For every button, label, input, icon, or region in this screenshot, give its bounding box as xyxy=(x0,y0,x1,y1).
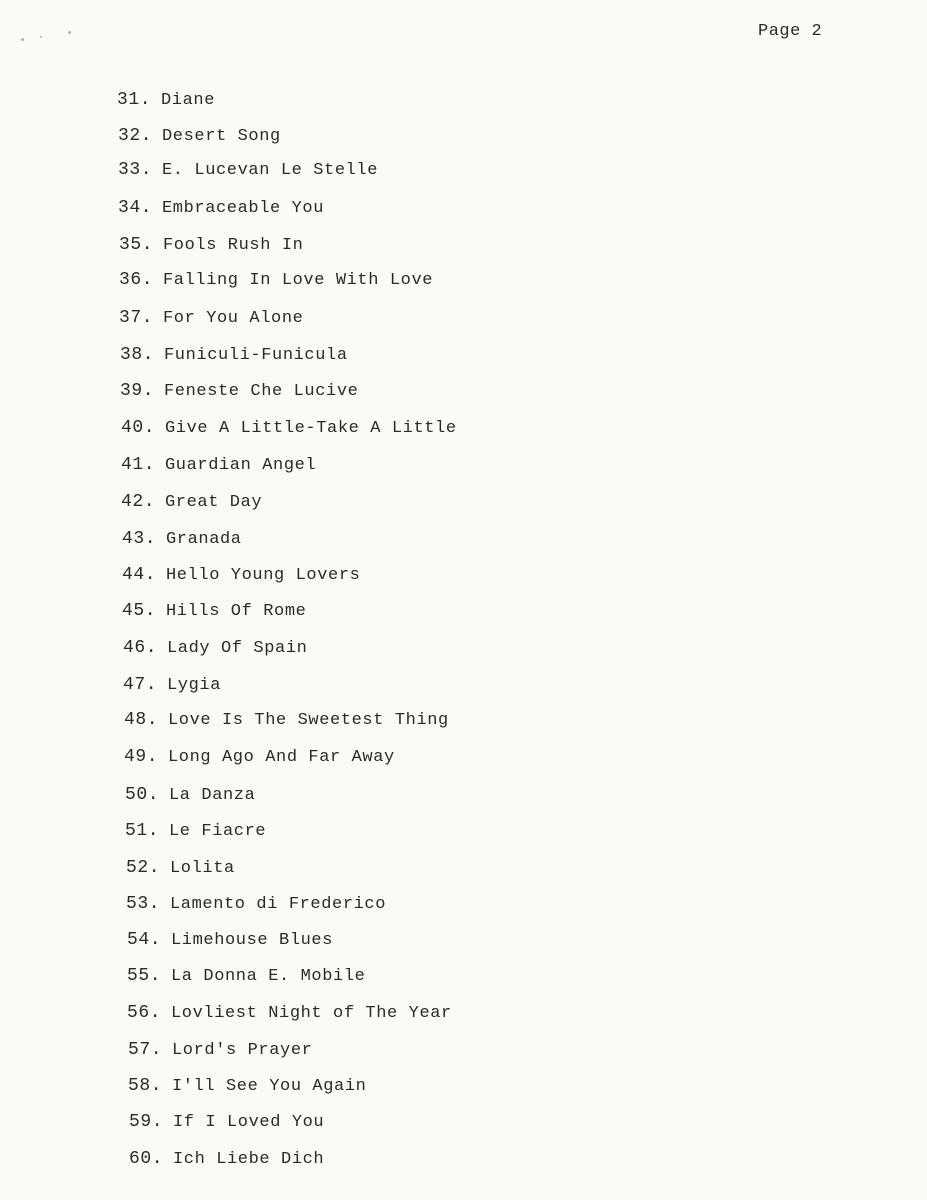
item-number: 52. xyxy=(126,858,161,878)
item-number: 31. xyxy=(117,90,152,110)
list-item xyxy=(128,1076,366,1097)
song-title: Lolita xyxy=(170,859,235,878)
list-item xyxy=(126,858,235,879)
list-item xyxy=(121,455,316,476)
item-number: 42. xyxy=(121,492,156,512)
song-title: Limehouse Blues xyxy=(171,931,334,950)
song-title: Lady Of Spain xyxy=(167,639,308,658)
song-title: I'll See You Again xyxy=(172,1077,367,1096)
list-item xyxy=(122,529,242,550)
item-number: 50. xyxy=(125,785,160,805)
song-title: E. Lucevan Le Stelle xyxy=(162,161,379,180)
song-title: Hello Young Lovers xyxy=(166,566,361,585)
list-item xyxy=(125,821,266,842)
song-title: La Donna E. Mobile xyxy=(171,967,366,986)
item-number: 47. xyxy=(123,675,158,695)
list-item xyxy=(119,308,303,329)
list-item xyxy=(123,675,221,696)
list-item xyxy=(127,1003,452,1024)
item-number: 56. xyxy=(127,1003,162,1023)
item-number: 55. xyxy=(127,966,162,986)
song-title: Diane xyxy=(161,91,216,110)
song-title: Le Fiacre xyxy=(169,822,267,841)
item-number: 53. xyxy=(126,894,161,914)
list-item xyxy=(121,418,457,439)
item-number: 44. xyxy=(122,565,157,585)
song-title: If I Loved You xyxy=(173,1113,325,1132)
item-number: 32. xyxy=(118,126,153,146)
list-item xyxy=(118,198,324,219)
song-title: Lovliest Night of The Year xyxy=(171,1004,452,1023)
list-item xyxy=(122,601,306,622)
item-number: 51. xyxy=(125,821,160,841)
list-item xyxy=(122,565,360,586)
list-item xyxy=(118,126,281,147)
item-number: 40. xyxy=(121,418,156,438)
item-number: 35. xyxy=(119,235,154,255)
page-number: Page 2 xyxy=(758,22,823,41)
song-title: Great Day xyxy=(165,493,263,512)
list-item xyxy=(118,160,378,181)
song-title: Give A Little-Take A Little xyxy=(165,419,457,438)
list-item xyxy=(126,894,386,915)
paper-speck xyxy=(68,31,71,34)
list-item xyxy=(127,930,333,951)
list-item xyxy=(123,638,307,659)
song-title: Granada xyxy=(166,530,242,549)
song-title: Lamento di Frederico xyxy=(170,895,387,914)
list-item xyxy=(119,270,433,291)
song-title: For You Alone xyxy=(163,309,304,328)
paper-speck xyxy=(21,38,24,41)
item-number: 54. xyxy=(127,930,162,950)
song-title: Falling In Love With Love xyxy=(163,271,434,290)
item-number: 60. xyxy=(129,1149,164,1169)
list-item xyxy=(119,235,303,256)
item-number: 41. xyxy=(121,455,156,475)
item-number: 57. xyxy=(128,1040,163,1060)
item-number: 45. xyxy=(122,601,157,621)
item-number: 46. xyxy=(123,638,158,658)
item-number: 39. xyxy=(120,381,155,401)
song-title: La Danza xyxy=(169,786,256,805)
item-number: 34. xyxy=(118,198,153,218)
list-item xyxy=(129,1112,324,1133)
item-number: 36. xyxy=(119,270,154,290)
paper-speck xyxy=(40,36,42,38)
item-number: 33. xyxy=(118,160,153,180)
song-title: Ich Liebe Dich xyxy=(173,1150,325,1169)
list-item xyxy=(128,1040,312,1061)
song-title: Fools Rush In xyxy=(163,236,304,255)
item-number: 48. xyxy=(124,710,159,730)
song-title: Guardian Angel xyxy=(165,456,317,475)
song-title: Embraceable You xyxy=(162,199,325,218)
list-item xyxy=(129,1149,324,1170)
song-title: Desert Song xyxy=(162,127,281,146)
list-item xyxy=(120,381,358,402)
list-item xyxy=(124,747,395,768)
song-title: Funiculi-Funicula xyxy=(164,346,348,365)
list-item xyxy=(125,785,255,806)
list-item xyxy=(124,710,449,731)
song-title: Feneste Che Lucive xyxy=(164,382,359,401)
item-number: 49. xyxy=(124,747,159,767)
list-item xyxy=(121,492,262,513)
item-number: 38. xyxy=(120,345,155,365)
item-number: 37. xyxy=(119,308,154,328)
song-title: Hills Of Rome xyxy=(166,602,307,621)
song-title: Love Is The Sweetest Thing xyxy=(168,711,449,730)
list-item xyxy=(117,90,215,111)
list-item xyxy=(120,345,348,366)
item-number: 43. xyxy=(122,529,157,549)
song-title: Lygia xyxy=(167,676,222,695)
item-number: 58. xyxy=(128,1076,163,1096)
list-item xyxy=(127,966,365,987)
song-title: Lord's Prayer xyxy=(172,1041,313,1060)
item-number: 59. xyxy=(129,1112,164,1132)
song-title: Long Ago And Far Away xyxy=(168,748,395,767)
